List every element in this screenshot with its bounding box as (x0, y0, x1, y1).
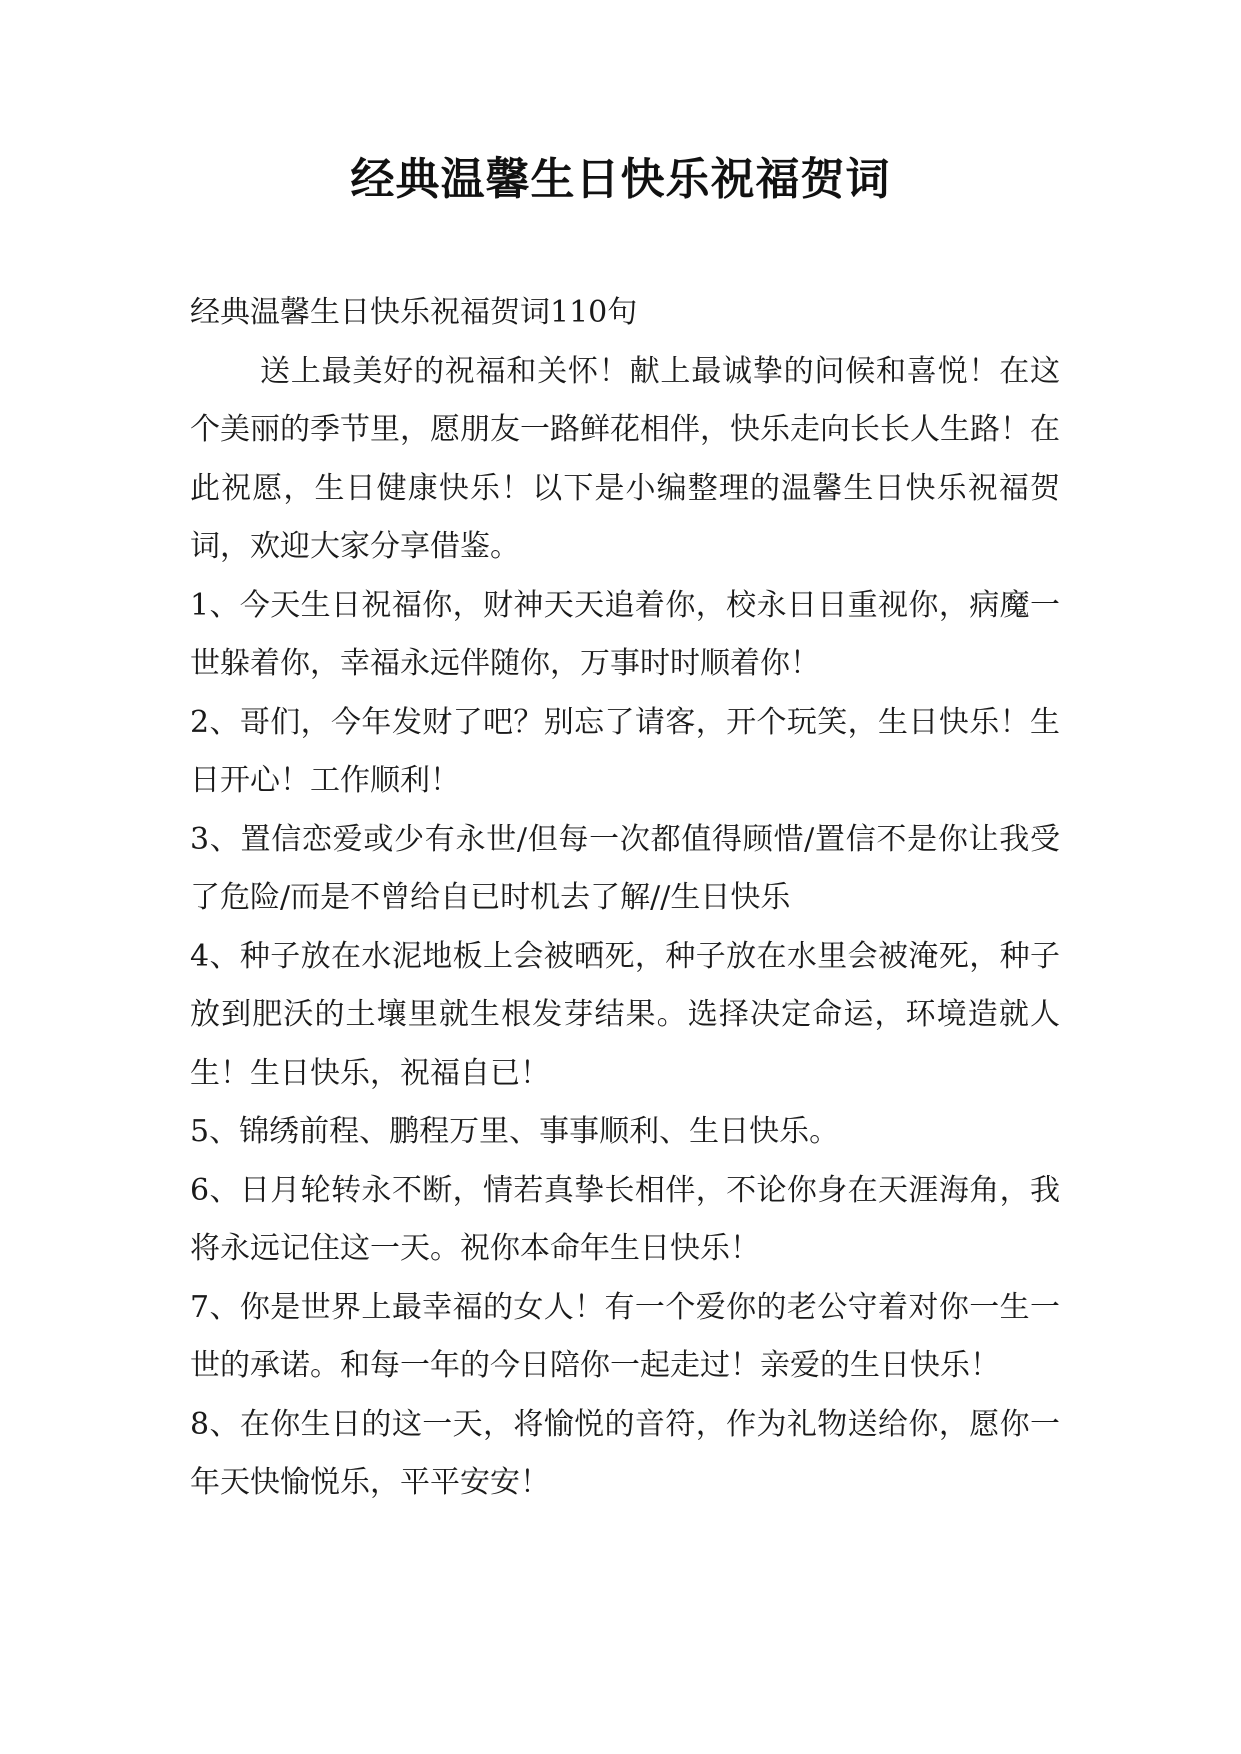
list-item: 4、种子放在水泥地板上会被晒死，种子放在水里会被淹死，种子放到肥沃的土壤里就生根发芽结果。选择决定命运，环境造就人生！生日快乐，祝福自已！ (190, 938, 1060, 1091)
list-item: 2、哥们，今年发财了吧？别忘了请客，开个玩笑，生日快乐！生日开心！工作顺利！ (190, 704, 1060, 798)
list-item: 6、日月轮转永不断，情若真挚长相伴，不论你身在天涯海角，我将永远记住这一天。祝你本命年生日快乐！ (190, 1172, 1060, 1266)
list-item: 7、你是世界上最幸福的女人！有一个爱你的老公守着对你一生一世的承诺。和每一年的今日陪你一起走过！亲爱的生日快乐！ (190, 1289, 1060, 1383)
document-body (190, 284, 1060, 1513)
list-item: 5、锦绣前程、鹏程万里、事事顺利、生日快乐。 (190, 1114, 840, 1149)
list-item: 8、在你生日的这一天，将愉悦的音符，作为礼物送给你，愿你一年天快愉悦乐，平平安安！ (190, 1406, 1060, 1500)
intro-paragraph: 送上最美好的祝福和关怀！献上最诚挚的问候和喜悦！在这个美丽的季节里，愿朋友一路鲜花相伴，快乐走向长长人生路！在此祝愿，生日健康快乐！以下是小编整理的温馨生日快乐祝福贺词，欢迎大家分享借鉴。 (190, 353, 1060, 564)
list-item: 1、今天生日祝福你，财神天天追着你，校永日日重视你，病魔一世躲着你，幸福永远伴随你，万事时时顺着你！ (190, 587, 1060, 681)
document-title: 经典温馨生日快乐祝福贺词 (350, 154, 891, 205)
document-subtitle: 经典温馨生日快乐祝福贺词110句 (190, 295, 638, 330)
list-item: 3、置信恋爱或少有永世/但每一次都值得顾惜/置信不是你让我受了危险/而是不曾给自已时机去了解//生日快乐 (190, 821, 1060, 915)
